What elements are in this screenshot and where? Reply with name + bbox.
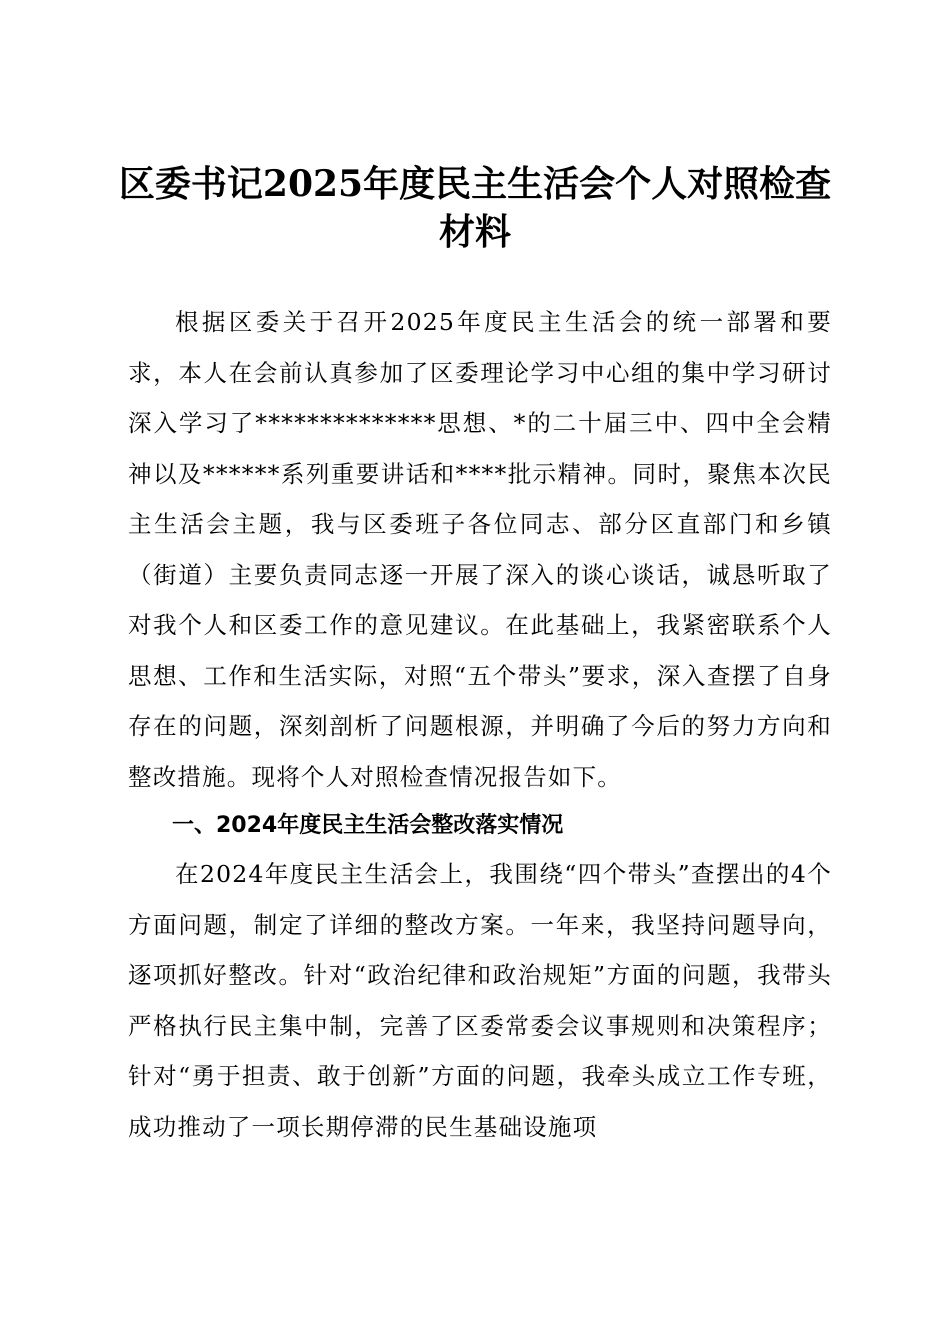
document-title: 区委书记2025年度民主生活会个人对照检查材料 [118, 163, 832, 253]
section-1-body [128, 849, 832, 1152]
section-1-paragraph: 在2024年度民主生活会上，我围绕“四个带头”查摆出的4个方面问题，制定了详细的整改方案。一年来，我坚持问题导向，逐项抓好整改。针对“政治纪律和政治规矩”方面的问题，我带头严格执行民主集中制，完善了区委常委会议事规则和决策程序；针对“勇于担责、敢于创新”方面的问题，我牵头成立工作专班，成功推动了一项长期停滞的民生基础设施项 [128, 860, 832, 1141]
intro-paragraph: 根据区委关于召开2025年度民主生活会的统一部署和要求，本人在会前认真参加了区委理论学习中心组的集中学习研讨深入学习了**************思想、*的二十届三中、四中全会精神以及******系列重要讲话和****批示精神。同时，聚焦本次民主生活会主题，我与区委班子各位同志、部分区直部门和乡镇（街道）主要负责同志逐一开展了深入的谈心谈话，诚恳听取了对我个人和区委工作的意见建议。在此基础上，我紧密联系个人思想、工作和生活实际，对照“五个带头”要求，深入查摆了自身存在的问题，深刻剖析了问题根源，并明确了今后的努力方向和整改措施。现将个人对照检查情况报告如下。 [128, 308, 832, 791]
intro-section [128, 297, 832, 802]
section-1-heading: 一、2024年度民主生活会整改落实情况 [172, 813, 564, 838]
